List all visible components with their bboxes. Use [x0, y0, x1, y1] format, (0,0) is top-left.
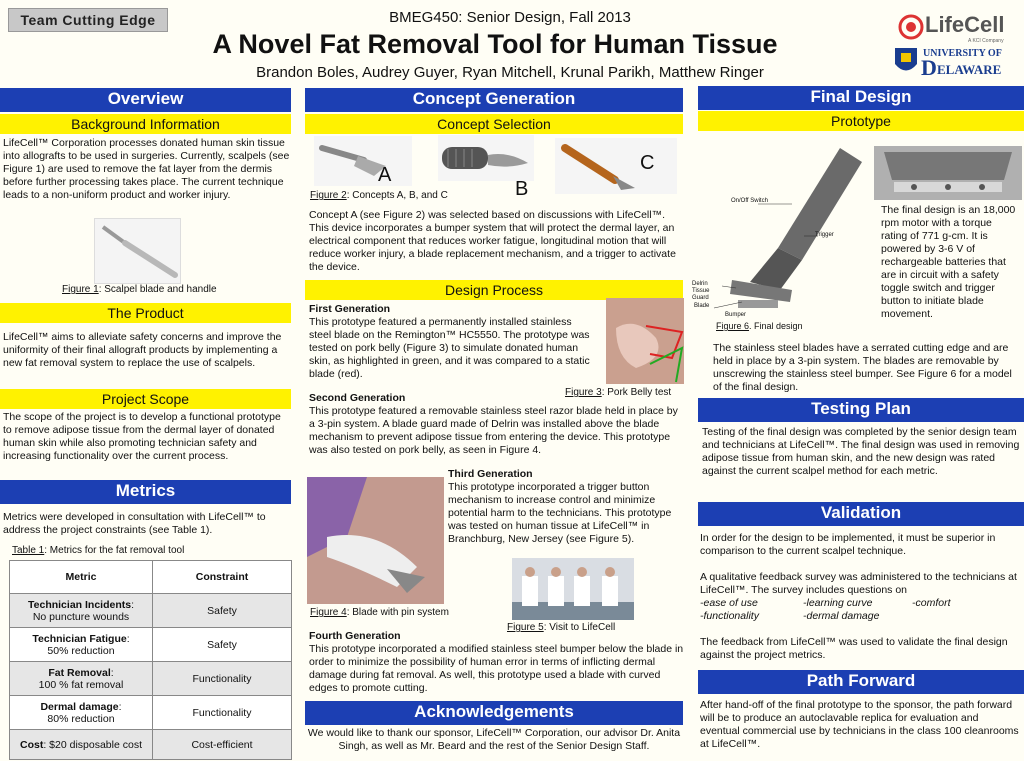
- table-row: [10, 594, 292, 628]
- blade-pin-photo: [307, 477, 444, 604]
- final-design-heading: Final Design: [698, 86, 1024, 110]
- concept-b-label: B: [515, 178, 529, 200]
- lifecell-visit-photo: [512, 558, 634, 620]
- metric-cell: Cost: $20 disposable cost: [10, 730, 153, 760]
- scope-text: The scope of the project is to develop a functional prototype to remove adipose tissue from the dermal layer of donated human skin while also promoting technician safety and increasing functionality over the current process.: [3, 411, 281, 462]
- authors: Brandon Boles, Audrey Guyer, Ryan Mitchell, Krunal Parikh, Matthew Ringer: [256, 64, 764, 81]
- gen3-title: Third Generation: [448, 468, 533, 480]
- table-row: [10, 662, 292, 696]
- gen2-title: Second Generation: [309, 392, 406, 404]
- ud-seal-icon: [893, 46, 919, 78]
- cad-label-blade: Blade: [694, 303, 710, 309]
- table-row: [10, 628, 292, 662]
- metrics-text: Metrics were developed in consultation with LifeCell™ to address the project constraints (see Table 1).: [3, 511, 266, 536]
- cad-label-onoff: On/Off Switch: [731, 198, 768, 204]
- prototype-heading: Prototype: [698, 111, 1024, 131]
- gen1-text: This prototype featured a permanently installed stainless steel blade on the Remington™ HC5550. The prototype was tested on pork belly (Figure 3) to simulate donated human skin, as highlighted in green, and it was compared to a static blade (red).: [309, 316, 590, 380]
- cad-label-bumper: Bumper: [725, 312, 747, 318]
- survey-item: -dermal damage: [803, 610, 880, 622]
- constraint-cell: Functionality: [153, 696, 292, 730]
- metrics-table: [9, 560, 292, 760]
- path-forward-heading: Path Forward: [698, 670, 1024, 694]
- validation-heading: Validation: [698, 502, 1024, 526]
- figure2-caption: Figure 2: Concepts A, B, and C: [310, 190, 448, 201]
- validation-text-2: A qualitative feedback survey was administered to the technicians at LifeCell™. The survey includes questions on: [700, 571, 1017, 596]
- metric-cell: Dermal damage: 80% reduction: [10, 696, 153, 730]
- overview-heading: Overview: [0, 88, 291, 112]
- survey-item: -ease of use: [700, 597, 758, 609]
- final-design-cad: [692, 140, 870, 334]
- table-header-constraint: Constraint: [153, 561, 292, 594]
- validation-text-1: In order for the design to be implemented, it must be superior in comparison to the current scalpel technique.: [700, 532, 996, 557]
- concept-a-label: A: [378, 164, 392, 186]
- survey-item: -learning curve: [803, 597, 873, 609]
- metric-cell: Technician Fatigue: 50% reduction: [10, 628, 153, 662]
- final-text-1: The final design is an 18,000 rpm motor with a torque rating of 771 g-cm. It is powered by 3-6 V of rechargeable batteries that are in circuit with a safety toggle switch and trigger button to initiate blade movement.: [881, 204, 1016, 320]
- concept-selection-heading: Concept Selection: [305, 114, 683, 134]
- ud-logo-bottom: ELAWARE: [937, 62, 1002, 77]
- metrics-table-wrap: [9, 560, 292, 760]
- lifecell-swirl-icon: [898, 14, 926, 40]
- concept-a-image: [314, 136, 412, 186]
- concept-text: Concept A (see Figure 2) was selected based on discussions with LifeCell™. This device incorporates a bumper system that will protect the dermal layer, an electrical component that reduces worker fatigue, longitudinal motion that will reduce worker injury, a blade replacement mechanism, and a trigger to activate the device.: [309, 209, 676, 273]
- figure3-caption: Figure 3: Pork Belly test: [565, 387, 672, 398]
- constraint-cell: Functionality: [153, 662, 292, 696]
- cad-label-delrin: Delrin Tissue Guard: [692, 281, 710, 301]
- constraint-cell: Safety: [153, 628, 292, 662]
- ud-logo: [893, 46, 1018, 80]
- product-text: LifeCell™ aims to alleviate safety concerns and improve the uniformity of their final allograft products by implementing a new fat removal system to replace the use of scalpels.: [3, 331, 282, 369]
- product-heading: The Product: [0, 303, 291, 323]
- table-row: [10, 696, 292, 730]
- final-text-2: The stainless steel blades have a serrated cutting edge and are held in place by a 3-pin system. The blades are removable by unscrewing the stainless steel bumper. See Figure 6 for a model of the final design.: [713, 342, 1012, 393]
- constraint-cell: Safety: [153, 594, 292, 628]
- table1-caption: Table 1: Metrics for the fat removal tool: [12, 545, 185, 556]
- final-prototype-photo: [874, 146, 1022, 200]
- lifecell-logo-text: LifeCell: [925, 12, 1005, 37]
- figure4-caption: Figure 4: Blade with pin system: [310, 607, 449, 618]
- survey-item: -comfort: [912, 597, 951, 609]
- scope-heading: Project Scope: [0, 389, 291, 409]
- gen2-text: This prototype featured a removable stainless steel razor blade held in place by a 3-pin system. A blade guard made of Delrin was installed above the blade mechanism to prevent adipose tissue from entering the device. This prototype was also tested on pork belly, as seen in Figure 4.: [309, 405, 678, 456]
- metric-cell: Technician Incidents: No puncture wounds: [10, 594, 153, 628]
- gen3-text: This prototype incorporated a trigger button mechanism to increase control and minimize potential harm to the technicians. This prototype was tested on human tissue at LifeCell™ in Branchburg, New Jersey (see Figure 5).: [448, 481, 672, 545]
- lifecell-logo-sub: A KCI Company: [968, 38, 1004, 44]
- figure1-caption: Figure 1: Scalpel blade and handle: [62, 284, 217, 295]
- metrics-heading: Metrics: [0, 480, 291, 504]
- design-process-heading: Design Process: [305, 280, 683, 300]
- path-forward-text: After hand-off of the final prototype to the sponsor, the path forward will be to produce an autoclavable replica for evaluation and eventual commercial use by technicians in the class 100 cleanrooms at LifeCell™.: [700, 699, 1019, 750]
- cad-label-trigger: Trigger: [815, 232, 834, 238]
- ud-logo-top: UNIVERSITY OF: [923, 48, 1002, 59]
- scalpel-photo: [94, 218, 181, 284]
- validation-text-3: The feedback from LifeCell™ was used to validate the final design against the project metrics.: [700, 636, 1008, 661]
- lifecell-logo: [898, 12, 1016, 42]
- acknowledgements-text: We would like to thank our sponsor, LifeCell™ Corporation, our advisor Dr. Anita Singh, as well as Mr. Beard and the rest of the Senior Design Staff.: [307, 727, 681, 752]
- gen4-title: Fourth Generation: [309, 630, 401, 642]
- table-row: [10, 730, 292, 760]
- team-label: Team Cutting Edge: [8, 8, 168, 32]
- course-line: BMEG450: Senior Design, Fall 2013: [389, 9, 631, 26]
- poster-title: A Novel Fat Removal Tool for Human Tissue: [212, 29, 778, 59]
- constraint-cell: Cost-efficient: [153, 730, 292, 760]
- pork-belly-photo: [606, 298, 684, 384]
- table-header-metric: Metric: [10, 561, 153, 594]
- gen1-title: First Generation: [309, 303, 391, 315]
- testing-plan-text: Testing of the final design was completed by the senior design team and technicians at LifeCell™. The final design was used in removing adipose tissue from human skin, and the new design was rated against the current scalpel method for each metric.: [702, 426, 1020, 477]
- concept-c-label: C: [640, 152, 655, 174]
- concept-b-image: [438, 135, 534, 181]
- testing-plan-heading: Testing Plan: [698, 398, 1024, 422]
- ud-logo-d: D: [921, 55, 937, 80]
- background-text: LifeCell™ Corporation processes donated human skin tissue into allografts to be used in surgeries. Currently, scalpels (see Figure 1) are used to remove the fat layer from the dermis before further processing takes place. The current technique leads to a non-uniform product and worker injury.: [3, 137, 290, 201]
- background-heading: Background Information: [0, 114, 291, 134]
- metric-cell: Fat Removal: 100 % fat removal: [10, 662, 153, 696]
- concept-heading: Concept Generation: [305, 88, 683, 112]
- concept-c-image: [555, 138, 677, 194]
- survey-item: -functionality: [700, 610, 759, 622]
- figure6-caption: Figure 6. Final design: [716, 321, 803, 331]
- figure5-caption: Figure 5: Visit to LifeCell: [507, 622, 616, 633]
- gen4-text: This prototype incorporated a modified stainless steel bumper below the blade in order to minimize the possibility of human error in terms of inflicting dermal damage during fat removal. As well, this prototype used a blade with curved edges to promote cutting.: [309, 643, 684, 694]
- acknowledgements-heading: Acknowledgements: [305, 701, 683, 725]
